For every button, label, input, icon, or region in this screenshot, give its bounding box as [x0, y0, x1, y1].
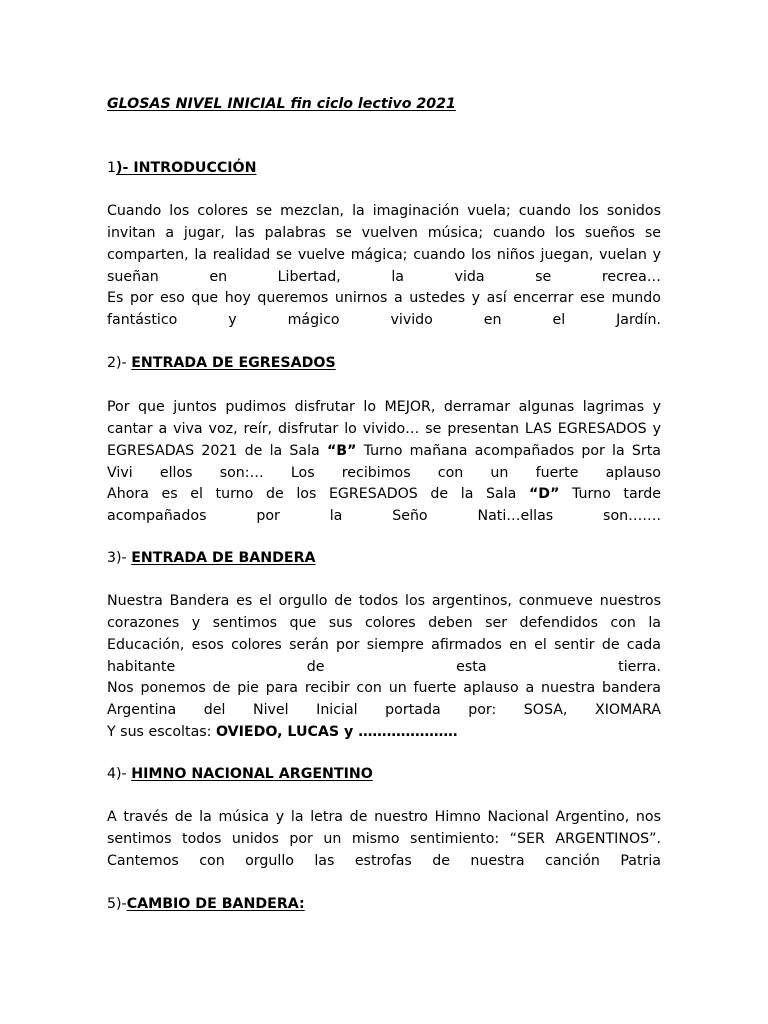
section-2-paragraph-2: Ahora es el turno de los EGRESADOS de la Sala “D” Turno tarde acompañados por la Seño Nati…ellas son…….	[107, 486, 661, 524]
section-1-paragraph-1: Cuando los colores se mezclan, la imaginación vuela; cuando los sonidos invitan a jugar, las palabras se vuelven música; cuando los sueños se comparten, la realidad se vuelve mágica; cuando los niños juegan, vuelan y sueñan en Libertad, la vida se recrea…	[107, 203, 661, 285]
section-1-paragraph-2: Es por eso que hoy queremos unirnos a ustedes y así encerrar ese mundo fantástico y mágico vivido en el Jardín.	[107, 290, 661, 328]
heading-text: INTRODUCCIÓN	[133, 160, 257, 176]
section-2-paragraph-1: Por que juntos pudimos disfrutar lo MEJOR, derramar algunas lagrimas y cantar a viva voz, reír, disfrutar lo vivido… se presentan LAS EGRESADOS y EGRESADAS 2021 de la Sala “B” Turno mañana acompañados por la Srta Vivi ellos son:… Los recibimos con un fuerte aplauso	[107, 399, 661, 481]
heading-text: ENTRADA DE BANDERA	[131, 550, 316, 566]
section-4-heading: 4)- HIMNO NACIONAL ARGENTINO	[107, 766, 373, 782]
heading-text: CAMBIO DE BANDERA:	[126, 896, 305, 912]
section-3-paragraph-1: Nuestra Bandera es el orgullo de todos los argentinos, conmueve nuestros corazones y sentimos que sus colores deben ser defendidos con la Educación, esos colores serán por siempre afirmados en el sentir de cada habitante de esta tierra.	[107, 593, 661, 675]
document-title: GLOSAS NIVEL INICIAL fin ciclo lectivo 2021	[107, 96, 456, 112]
section-2-heading: 2)- ENTRADA DE EGRESADOS	[107, 355, 336, 371]
section-4-paragraph-1: A través de la música y la letra de nuestro Himno Nacional Argentino, nos sentimos todos unidos por un mismo sentimiento: “SER ARGENTINOS”. Cantemos con orgullo las estrofas de nuestra canción Patria	[107, 809, 661, 869]
section-5-heading: 5)-CAMBIO DE BANDERA:	[107, 896, 305, 912]
section-3-paragraph-3: Y sus escoltas: OVIEDO, LUCAS y …………………	[107, 724, 458, 740]
section-1-heading: 1)- INTRODUCCIÓN	[107, 160, 257, 176]
section-3-heading: 3)- ENTRADA DE BANDERA	[107, 550, 316, 566]
heading-text: HIMNO NACIONAL ARGENTINO	[131, 766, 373, 782]
section-3-paragraph-2: Nos ponemos de pie para recibir con un fuerte aplauso a nuestra bandera Argentina del Nivel Inicial portada por: SOSA, XIOMARA	[107, 680, 661, 718]
heading-text: ENTRADA DE EGRESADOS	[131, 355, 336, 371]
